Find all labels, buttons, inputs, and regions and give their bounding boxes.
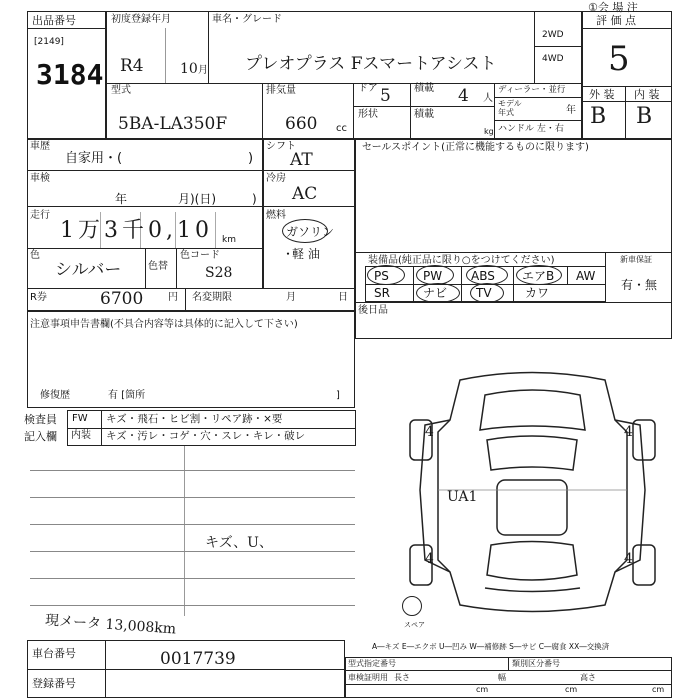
sales-frame	[355, 139, 672, 339]
pw-circle	[416, 265, 454, 285]
recycle-label: R券	[30, 292, 47, 303]
caution-label: 注意事項申告書欄(不具合内容等は具体的に記入して下さい)	[30, 319, 298, 330]
name-change-label: 名変期限	[192, 292, 232, 303]
car-diagram	[405, 360, 660, 625]
fuel-diesel: 軽 油	[292, 247, 320, 261]
drive-4wd: 4WD	[542, 54, 564, 64]
navi-circle	[416, 283, 460, 303]
interior-value: B	[636, 104, 653, 129]
seats-unit: 人	[483, 93, 493, 104]
car-label: 車名・グレード	[212, 14, 282, 25]
lot-label: 出品番号	[32, 14, 76, 27]
spare-tire-icon	[402, 596, 422, 616]
abs-circle	[466, 265, 508, 285]
model-year-label-1: モデル	[498, 99, 522, 108]
handle-label: ハンドル 左・右	[498, 124, 564, 134]
interior-label: 内 装	[634, 88, 660, 101]
equipment-abs: ABS	[471, 269, 495, 283]
dealer-label: ディーラー・並行	[498, 85, 566, 95]
category-close: )	[248, 151, 254, 166]
interior-terms: キズ・汚レ・コゲ・穴・スレ・キレ・破レ	[106, 430, 306, 442]
tire-mark-front-right: 4	[624, 424, 633, 440]
interior-tag: 内装	[71, 430, 91, 441]
name-change-day: 日	[338, 292, 348, 303]
type-cert-label: 型式指定番号	[348, 659, 396, 668]
tire-mark-rear-left: 4	[425, 551, 434, 567]
height-unit: cm	[652, 685, 665, 694]
first-reg-label: 初度登録年月	[111, 14, 171, 25]
equipment-leather: カワ	[525, 286, 550, 300]
color-code-value: S28	[205, 265, 233, 281]
color-change-label: 色替	[148, 261, 168, 272]
first-reg-value: R4	[120, 56, 144, 76]
current-mileage: 現メータ 13,008km	[44, 612, 177, 638]
new-car-warranty-label: 新車保証	[620, 255, 652, 264]
sales-points-label: セールスポイント(正常に機能するものに限ります)	[362, 142, 589, 153]
doors-label: ドア	[358, 83, 378, 94]
ac-value: AC	[292, 184, 318, 204]
fuel-gas: ガソリン	[286, 225, 335, 239]
tire-mark-front-left: 4	[425, 424, 434, 440]
displacement-label: 排気量	[266, 85, 296, 96]
recycle-value: 6700	[100, 289, 144, 309]
rating-label: 評 価 点	[596, 14, 636, 27]
inspector-label: 検査員	[24, 413, 57, 426]
airbag-circle	[516, 265, 562, 285]
inspection-year: 年	[115, 192, 128, 206]
registration-label: 登録番号	[32, 677, 76, 690]
ps-circle	[367, 265, 405, 285]
reg-cert-label: 車検証明用	[348, 673, 388, 682]
tv-circle	[470, 283, 504, 303]
ac-label: 冷房	[266, 173, 286, 184]
equipment-tv: TV	[476, 286, 492, 300]
equipment-airbag: エアB	[522, 269, 555, 283]
shift-value: AT	[290, 150, 313, 170]
fw-tag: FW	[72, 413, 88, 424]
shift-label: シフト	[266, 141, 296, 152]
kg-unit: kg	[484, 127, 494, 136]
spare-label: スペア	[404, 621, 425, 629]
inspection-label: 車検	[30, 173, 50, 184]
model-year-label-2: 年式	[498, 108, 514, 117]
name-change-month: 月	[286, 292, 296, 303]
width-unit: cm	[565, 685, 578, 694]
first-reg-month: 10	[180, 61, 198, 77]
model-value: 5BA-LA350F	[118, 114, 228, 134]
length-label: 長さ	[394, 673, 410, 682]
lot-number: 3184	[36, 58, 104, 91]
recycle-unit: 円	[168, 292, 178, 303]
rating-value: 5	[608, 39, 630, 79]
year-unit: 年	[566, 105, 576, 116]
doors-value: 5	[380, 86, 391, 106]
shape-label: 形状	[358, 109, 378, 120]
category-label: 車歴	[30, 141, 50, 152]
drive-2wd: 2WD	[542, 30, 564, 40]
legend: A―キズ E―エクボ U―凹み W―補修跡 S―サビ C―腐食 XX―交換済	[372, 642, 610, 651]
inspection-month: 月)(日)	[178, 192, 217, 206]
chassis-label: 車台番号	[32, 647, 76, 660]
exterior-label: 外 装	[589, 88, 615, 101]
equipment-pw: PW	[423, 269, 443, 283]
exterior-value: B	[590, 104, 607, 129]
model-label: 型式	[111, 85, 131, 96]
width-label: 幅	[498, 673, 506, 682]
color-label: 色	[30, 250, 40, 261]
equipment-ps: PS	[374, 269, 389, 283]
chassis-value: 0017739	[160, 649, 236, 669]
length-unit: cm	[476, 685, 489, 694]
mileage-value: 1万3千0,10	[60, 218, 213, 243]
month-unit: 月	[198, 65, 208, 76]
fuel-label: 燃料	[266, 210, 286, 221]
handwritten-note: キズ、U、	[205, 535, 273, 551]
displacement-value: 660	[285, 114, 318, 134]
fuel-dot: ・	[282, 247, 295, 261]
category-num-label: 類別区分番号	[512, 659, 560, 668]
lot-sub: [2149]	[34, 37, 64, 47]
warranty-options: 有・無	[621, 278, 658, 292]
venue-note: ①会 場 注	[588, 1, 638, 14]
color-code-label: 色コード	[180, 250, 220, 261]
later-label: 後日品	[358, 305, 388, 316]
seats-label-2: 積載	[414, 109, 434, 120]
displacement-unit: cc	[336, 123, 347, 134]
color-value: シルバー	[55, 260, 122, 280]
height-label: 高さ	[580, 673, 596, 682]
category-value: 自家用・(	[65, 151, 123, 166]
repair-label: 修復歴	[40, 390, 70, 401]
inspection-close: )	[252, 192, 257, 206]
damage-mark: UA1	[447, 489, 478, 505]
seats-value: 4	[458, 86, 469, 106]
tire-mark-rear-right: 4	[624, 551, 633, 567]
mileage-unit: km	[222, 235, 236, 245]
fw-terms: キズ・飛石・ヒビ割・リペア跡・×要	[106, 413, 283, 425]
equipment-navi: ナビ	[423, 286, 448, 300]
repair-value: 有 [箇所	[108, 390, 146, 401]
mileage-label: 走行	[30, 210, 50, 221]
car-name: プレオプラス Fスマートアシスト	[245, 54, 497, 74]
repair-close: ]	[336, 390, 340, 401]
seats-label: 積載	[414, 83, 434, 94]
equipment-label: 装備品(純正品に限り○をつけてください)	[368, 255, 555, 266]
entry-label: 記入欄	[24, 430, 57, 443]
equipment-aw: AW	[576, 269, 596, 283]
equipment-sr: SR	[374, 286, 390, 300]
